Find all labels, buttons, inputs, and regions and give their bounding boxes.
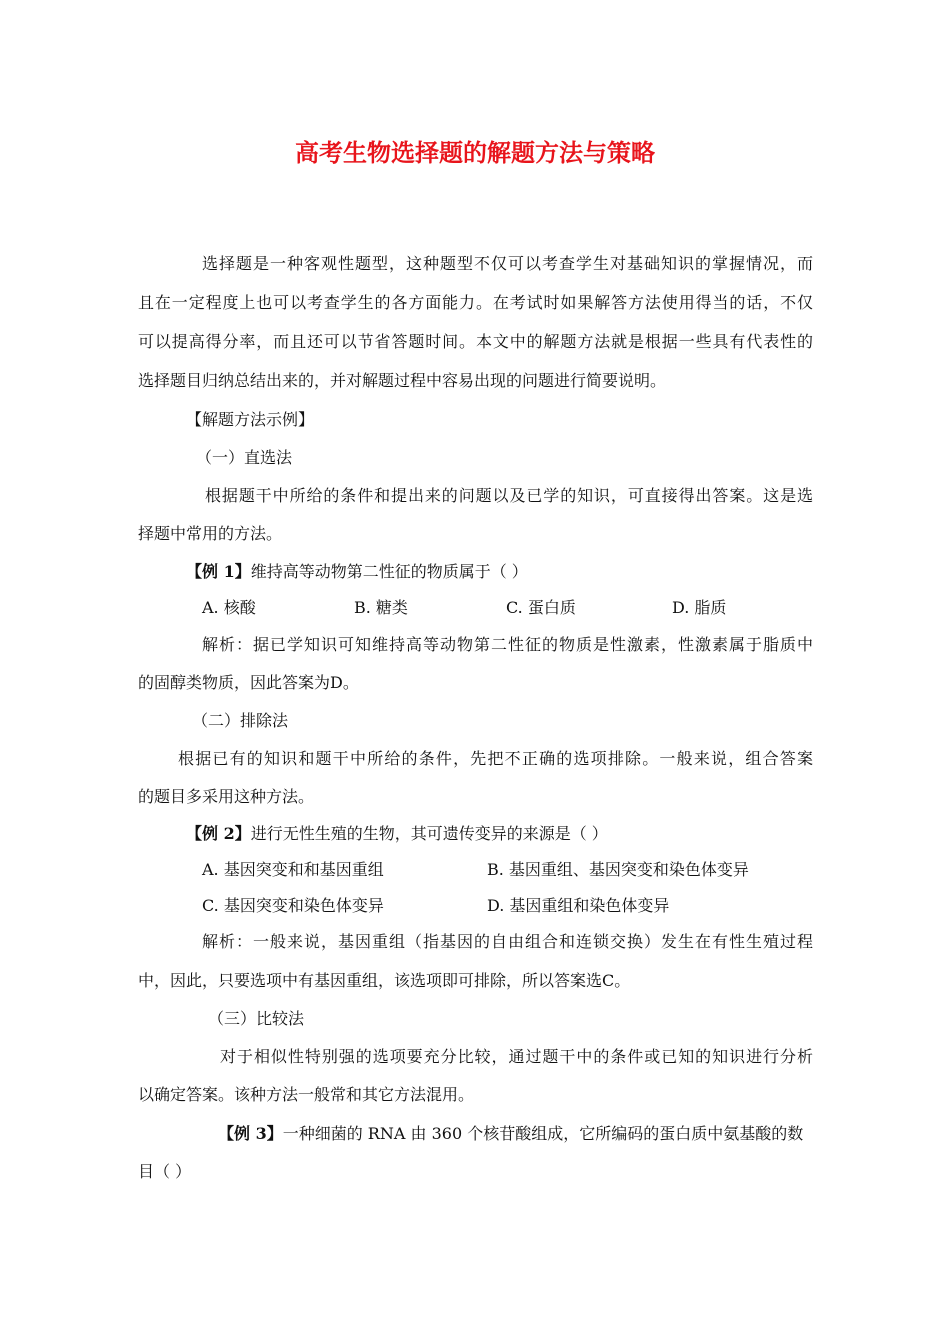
method3-desc: 对于相似性特别强的选项要充分比较，通过题干中的条件或已知的知识进行分析: [220, 1047, 813, 1066]
example2-question: 进行无性生殖的生物，其可遗传变异的来源是（ ）: [250, 824, 608, 843]
intro-line: 可以提高得分率，而且还可以节省答题时间。本文中的解题方法就是根据一些具有代表性的: [138, 332, 813, 351]
example2-option-c: C. 基因突变和染色体变异: [202, 896, 384, 915]
method2-heading: （二）排除法: [192, 711, 289, 730]
method1-desc: 择题中常用的方法。: [138, 524, 283, 543]
example2-option-d: D. 基因重组和染色体变异: [487, 896, 670, 915]
intro-line: 选择题目归纳总结出来的，并对解题过程中容易出现的问题进行简要说明。: [138, 371, 667, 390]
method1-heading: （一）直选法: [196, 448, 293, 467]
example1-analysis: 的固醇类物质，因此答案为D。: [138, 673, 359, 692]
example1-option-a: A. 核酸: [202, 598, 256, 617]
method3-heading: （三）比较法: [208, 1009, 305, 1028]
example2-option-a: A. 基因突变和和基因重组: [202, 860, 384, 879]
example2-analysis: 解析：一般来说，基因重组（指基因的自由组合和连锁交换）发生在有性生殖过程: [202, 932, 813, 951]
example1-option-b: B. 糖类: [354, 598, 408, 617]
method2-desc: 根据已有的知识和题干中所给的条件，先把不正确的选项排除。一般来说，组合答案: [178, 749, 813, 768]
method2-desc: 的题目多采用这种方法。: [138, 787, 315, 806]
example2-tag: 【例 2】: [186, 824, 251, 843]
example1-analysis: 解析：据已学知识可知维持高等动物第二性征的物质是性激素，性激素属于脂质中: [202, 635, 813, 654]
example1-option-c: C. 蛋白质: [506, 598, 576, 617]
intro-line: 选择题是一种客观性题型，这种题型不仅可以考查学生对基础知识的掌握情况，而: [202, 254, 813, 273]
example2-analysis: 中，因此，只要选项中有基因重组，该选项即可排除，所以答案选C。: [138, 971, 631, 990]
example3-tag: 【例 3】: [218, 1124, 283, 1143]
example3-question-cont: 目（ ）: [138, 1162, 192, 1181]
example1-tag: 【例 1】: [186, 562, 251, 581]
page-title: 高考生物选择题的解题方法与策略: [295, 139, 655, 167]
example1-question: 维持高等动物第二性征的物质属于（ ）: [250, 562, 528, 581]
method1-desc: 根据题干中所给的条件和提出来的问题以及已学的知识，可直接得出答案。这是选: [205, 486, 813, 505]
method3-desc: 以确定答案。该种方法一般常和其它方法混用。: [138, 1085, 475, 1104]
section-header: 【解题方法示例】: [186, 410, 315, 429]
example1-option-d: D. 脂质: [672, 598, 727, 617]
example3-question: 一种细菌的 RNA 由 360 个核苷酸组成，它所编码的蛋白质中氨基酸的数: [282, 1124, 804, 1143]
intro-line: 且在一定程度上也可以考查学生的各方面能力。在考试时如果解答方法使用得当的话，不仅: [138, 293, 813, 312]
example2-option-b: B. 基因重组、基因突变和染色体变异: [487, 860, 749, 879]
